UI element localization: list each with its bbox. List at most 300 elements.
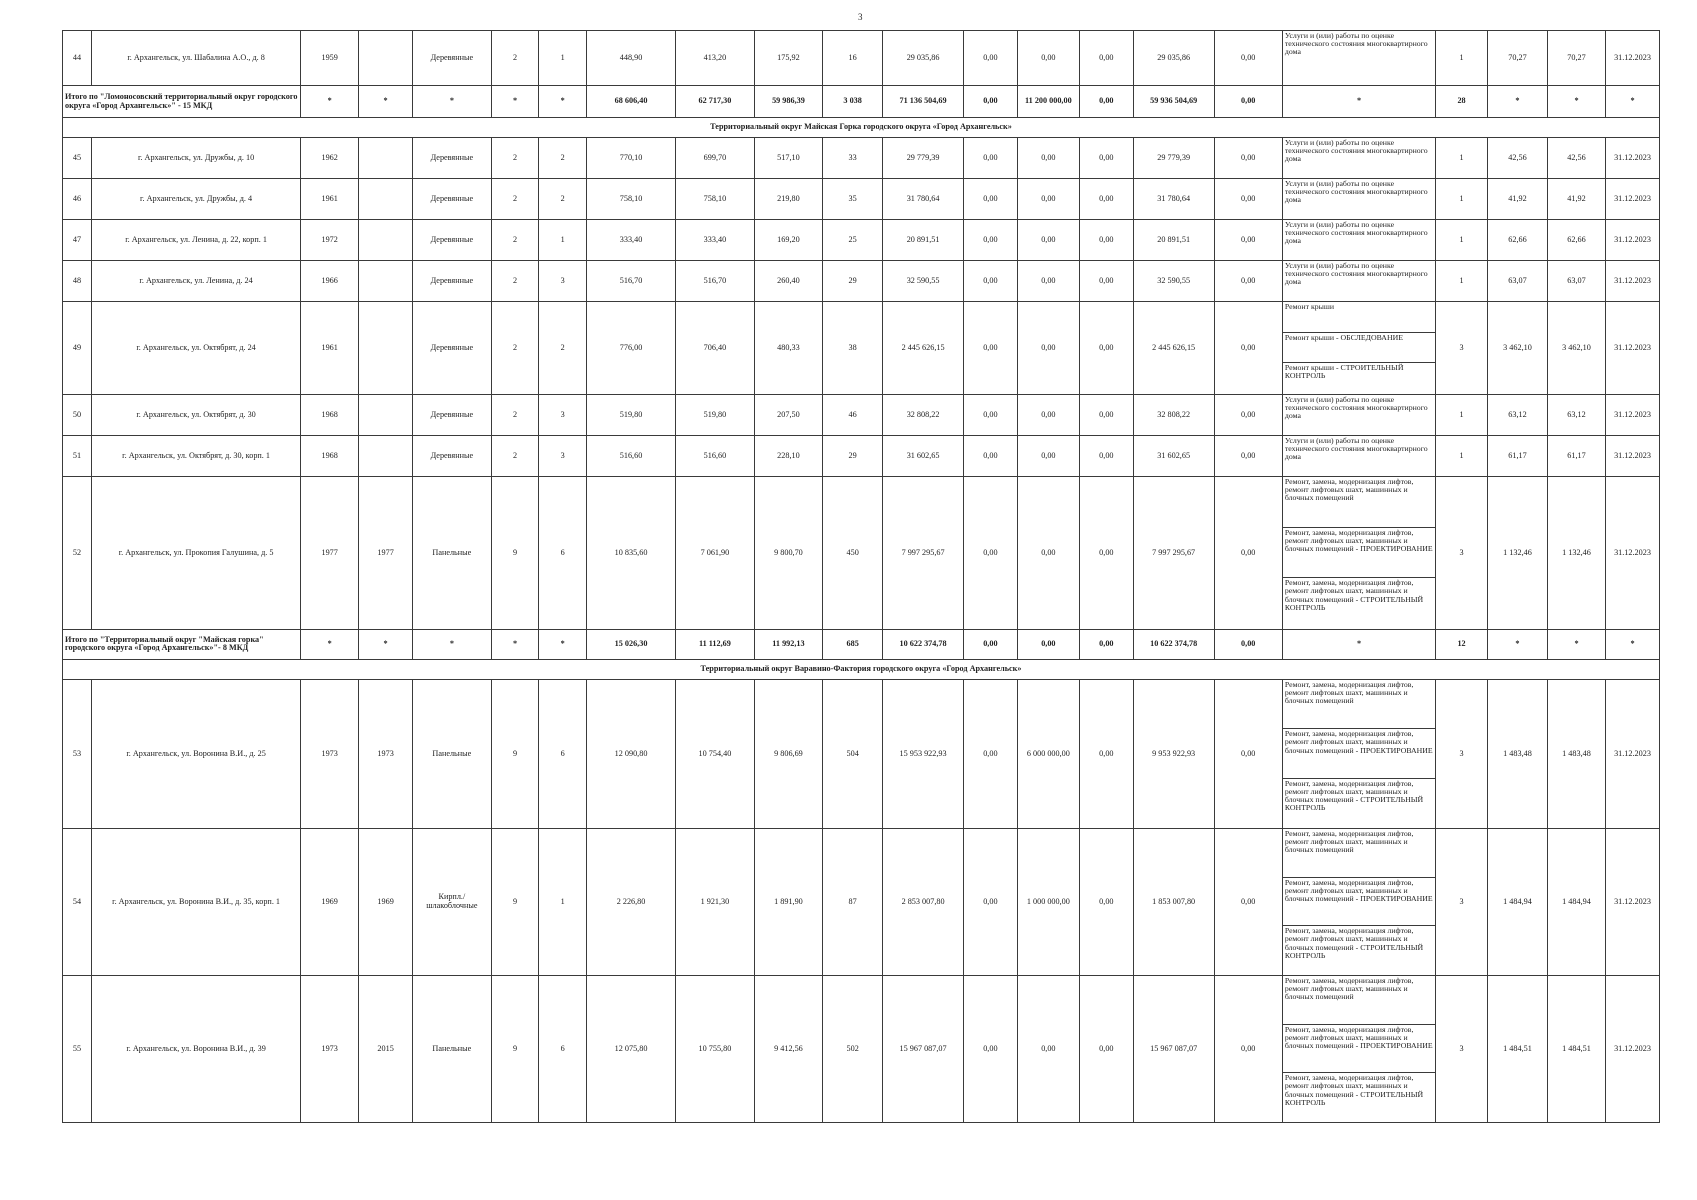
cell-area-total: 776,00 bbox=[587, 302, 676, 395]
cell-work: * bbox=[1282, 629, 1435, 659]
cell-area-total: 12 090,80 bbox=[587, 679, 676, 828]
cell-residents: 450 bbox=[823, 476, 883, 629]
cell-residents: 685 bbox=[823, 629, 883, 659]
cell-residents: 29 bbox=[823, 435, 883, 476]
cell-num: 49 bbox=[63, 302, 92, 395]
cell-unit-cost: 42,56 bbox=[1487, 138, 1547, 179]
cell-residents: 35 bbox=[823, 179, 883, 220]
cell-material: Деревянные bbox=[413, 138, 492, 179]
cell-work-count: 3 bbox=[1436, 476, 1488, 629]
work-item: Услуги и (или) работы по оценке технического состояния многоквартирного дома bbox=[1284, 261, 1428, 287]
cell-work-count: 1 bbox=[1436, 394, 1488, 435]
cell-fund-other: 0,00 bbox=[1214, 476, 1282, 629]
cell-works bbox=[1282, 679, 1435, 828]
cell-unit-cost: * bbox=[1487, 86, 1547, 118]
cell-area-living: 516,70 bbox=[676, 261, 755, 302]
cell-area-owned: 175,92 bbox=[754, 31, 822, 86]
cell-max-cost: 1 484,51 bbox=[1548, 975, 1606, 1122]
cell-num: 47 bbox=[63, 220, 92, 261]
cell-area-total: 448,90 bbox=[587, 31, 676, 86]
cell-fund-mun: 0,00 bbox=[1079, 394, 1133, 435]
cell-residents: 29 bbox=[823, 261, 883, 302]
cell-fund-other: 0,00 bbox=[1214, 679, 1282, 828]
cell-fund-mun: 0,00 bbox=[1079, 679, 1133, 828]
cell-unit-cost: 1 132,46 bbox=[1487, 476, 1547, 629]
section-title: Территориальный округ Варавино-Фактория городского округа «Город Архангельск» bbox=[63, 659, 1660, 679]
cell-material: * bbox=[413, 86, 492, 118]
cell-unit-cost: 41,92 bbox=[1487, 179, 1547, 220]
cell-fund-owners: 15 967 087,07 bbox=[1133, 975, 1214, 1122]
cell-area-owned: 228,10 bbox=[754, 435, 822, 476]
cell-work-count: 12 bbox=[1436, 629, 1488, 659]
cell-fund-fed: 0,00 bbox=[963, 679, 1017, 828]
cell-material: Деревянные bbox=[413, 302, 492, 395]
cell-year-built: 1972 bbox=[301, 220, 359, 261]
cell-cost-total: 32 590,55 bbox=[883, 261, 964, 302]
cell-area-total: 10 835,60 bbox=[587, 476, 676, 629]
cell-max-cost: * bbox=[1548, 629, 1606, 659]
cell-year-overhaul bbox=[359, 261, 413, 302]
cell-cost-total: 20 891,51 bbox=[883, 220, 964, 261]
cell-address: г. Архангельск, ул. Прокопия Галушина, д. 5 bbox=[91, 476, 300, 629]
cell-floors: 9 bbox=[491, 828, 539, 975]
cell-material: Панельные bbox=[413, 679, 492, 828]
cell-fund-fed: 0,00 bbox=[963, 975, 1017, 1122]
cell-work-count: 1 bbox=[1436, 220, 1488, 261]
cell-floors: 2 bbox=[491, 138, 539, 179]
cell-residents: 16 bbox=[823, 31, 883, 86]
cell-fund-reg: 0,00 bbox=[1017, 302, 1079, 395]
cell-cost-total: 15 967 087,07 bbox=[883, 975, 964, 1122]
cell-fund-reg: 0,00 bbox=[1017, 261, 1079, 302]
cell-date: * bbox=[1605, 86, 1659, 118]
cell-entrances: 3 bbox=[539, 394, 587, 435]
cell-entrances: 2 bbox=[539, 179, 587, 220]
cell-entrances: 1 bbox=[539, 31, 587, 86]
cell-entrances: 2 bbox=[539, 138, 587, 179]
cell-unit-cost: 70,27 bbox=[1487, 31, 1547, 86]
cell-unit-cost: 61,17 bbox=[1487, 435, 1547, 476]
page-number: 3 bbox=[858, 12, 863, 22]
cell-year-overhaul: 1969 bbox=[359, 828, 413, 975]
cell-fund-reg: 0,00 bbox=[1017, 179, 1079, 220]
cell-residents: 504 bbox=[823, 679, 883, 828]
cell-fund-other: 0,00 bbox=[1214, 261, 1282, 302]
cell-year-built: 1973 bbox=[301, 679, 359, 828]
cell-fund-reg: 0,00 bbox=[1017, 629, 1079, 659]
cell-max-cost: 41,92 bbox=[1548, 179, 1606, 220]
cell-year-built: 1973 bbox=[301, 975, 359, 1122]
cell-material: Деревянные bbox=[413, 435, 492, 476]
cell-address: г. Архангельск, ул. Октябрят, д. 30 bbox=[91, 394, 300, 435]
cell-area-total: 15 026,30 bbox=[587, 629, 676, 659]
cell-area-total: 2 226,80 bbox=[587, 828, 676, 975]
cell-fund-reg: 0,00 bbox=[1017, 975, 1079, 1122]
cell-entrances: 2 bbox=[539, 302, 587, 395]
cell-fund-owners: 2 445 626,15 bbox=[1133, 302, 1214, 395]
cell-address: г. Архангельск, ул. Ленина, д. 22, корп. 1 bbox=[91, 220, 300, 261]
cell-fund-owners: 9 953 922,93 bbox=[1133, 679, 1214, 828]
cell-address: г. Архангельск, ул. Октябрят, д. 24 bbox=[91, 302, 300, 395]
cell-area-owned: 169,20 bbox=[754, 220, 822, 261]
cell-fund-other: 0,00 bbox=[1214, 975, 1282, 1122]
cell-works bbox=[1282, 138, 1435, 179]
cell-entrances: * bbox=[539, 629, 587, 659]
cell-entrances: 6 bbox=[539, 476, 587, 629]
cell-fund-reg: 0,00 bbox=[1017, 476, 1079, 629]
cell-fund-mun: 0,00 bbox=[1079, 629, 1133, 659]
cell-works bbox=[1282, 302, 1435, 395]
section-title: Территориальный округ Майская Горка городского округа «Город Архангельск» bbox=[63, 118, 1660, 138]
table-row bbox=[63, 179, 1660, 220]
cell-year-overhaul bbox=[359, 394, 413, 435]
cell-max-cost: * bbox=[1548, 86, 1606, 118]
cell-date: 31.12.2023 bbox=[1605, 31, 1659, 86]
cell-area-living: 11 112,69 bbox=[676, 629, 755, 659]
cell-year-built: 1959 bbox=[301, 31, 359, 86]
cell-area-living: 62 717,30 bbox=[676, 86, 755, 118]
work-item: Услуги и (или) работы по оценке технического состояния многоквартирного дома bbox=[1284, 179, 1428, 205]
cell-max-cost: 70,27 bbox=[1548, 31, 1606, 86]
cell-cost-total: 15 953 922,93 bbox=[883, 679, 964, 828]
total-label: Итого по "Территориальный округ "Майская горка" городского округа «Город Архангельск»"- 8 МКД bbox=[63, 629, 301, 659]
cell-entrances: 6 bbox=[539, 975, 587, 1122]
cell-max-cost: 61,17 bbox=[1548, 435, 1606, 476]
cell-residents: 87 bbox=[823, 828, 883, 975]
cell-fund-fed: 0,00 bbox=[963, 179, 1017, 220]
cell-fund-owners: 29 035,86 bbox=[1133, 31, 1214, 86]
cell-num: 48 bbox=[63, 261, 92, 302]
cell-fund-reg: 0,00 bbox=[1017, 31, 1079, 86]
cell-area-owned: 517,10 bbox=[754, 138, 822, 179]
cell-residents: 25 bbox=[823, 220, 883, 261]
cell-date: 31.12.2023 bbox=[1605, 220, 1659, 261]
cell-fund-owners: 29 779,39 bbox=[1133, 138, 1214, 179]
work-item: Ремонт, замена, модернизация лифтов, ремонт лифтовых шахт, машинных и блочных помещений - СТРОИТЕЛЬНЫЙ КОНТРОЛЬ bbox=[1284, 778, 1424, 813]
capital-repair-table bbox=[62, 30, 1660, 1123]
cell-year-built: 1969 bbox=[301, 828, 359, 975]
cell-date: 31.12.2023 bbox=[1605, 179, 1659, 220]
cell-fund-owners: 31 780,64 bbox=[1133, 179, 1214, 220]
cell-year-built: 1968 bbox=[301, 394, 359, 435]
total-row bbox=[63, 629, 1660, 659]
cell-num: 50 bbox=[63, 394, 92, 435]
cell-area-living: 333,40 bbox=[676, 220, 755, 261]
cell-floors: 9 bbox=[491, 476, 539, 629]
cell-material: * bbox=[413, 629, 492, 659]
cell-fund-other: 0,00 bbox=[1214, 220, 1282, 261]
cell-date: 31.12.2023 bbox=[1605, 828, 1659, 975]
cell-area-living: 758,10 bbox=[676, 179, 755, 220]
cell-cost-total: 31 780,64 bbox=[883, 179, 964, 220]
work-item: Ремонт, замена, модернизация лифтов, ремонт лифтовых шахт, машинных и блочных помещений - СТРОИТЕЛЬНЫЙ КОНТРОЛЬ bbox=[1284, 1073, 1424, 1107]
cell-date: 31.12.2023 bbox=[1605, 394, 1659, 435]
cell-area-total: 516,60 bbox=[587, 435, 676, 476]
cell-cost-total: 71 136 504,69 bbox=[883, 86, 964, 118]
cell-material: Деревянные bbox=[413, 220, 492, 261]
cell-unit-cost: 1 484,51 bbox=[1487, 975, 1547, 1122]
cell-fund-fed: 0,00 bbox=[963, 261, 1017, 302]
cell-fund-reg: 0,00 bbox=[1017, 138, 1079, 179]
cell-year-built: * bbox=[301, 86, 359, 118]
work-item: Услуги и (или) работы по оценке технического состояния многоквартирного дома bbox=[1284, 31, 1428, 57]
cell-address: г. Архангельск, ул. Ленина, д. 24 bbox=[91, 261, 300, 302]
cell-work-count: 3 bbox=[1436, 679, 1488, 828]
cell-residents: 33 bbox=[823, 138, 883, 179]
work-item: Ремонт, замена, модернизация лифтов, ремонт лифтовых шахт, машинных и блочных помещений bbox=[1283, 680, 1435, 729]
cell-num: 45 bbox=[63, 138, 92, 179]
cell-fund-mun: 0,00 bbox=[1079, 138, 1133, 179]
cell-material: Деревянные bbox=[413, 394, 492, 435]
cell-fund-fed: 0,00 bbox=[963, 138, 1017, 179]
cell-works bbox=[1282, 476, 1435, 629]
cell-work-count: 3 bbox=[1436, 975, 1488, 1122]
cell-works bbox=[1282, 828, 1435, 975]
cell-fund-other: 0,00 bbox=[1214, 828, 1282, 975]
cell-year-overhaul bbox=[359, 179, 413, 220]
cell-entrances: 3 bbox=[539, 261, 587, 302]
cell-residents: 38 bbox=[823, 302, 883, 395]
cell-area-owned: 59 986,39 bbox=[754, 86, 822, 118]
work-item: Ремонт, замена, модернизация лифтов, ремонт лифтовых шахт, машинных и блочных помещений - ПРОЕКТИРОВАНИЕ bbox=[1283, 528, 1435, 579]
cell-floors: 2 bbox=[491, 31, 539, 86]
cell-entrances: 6 bbox=[539, 679, 587, 828]
cell-residents: 3 038 bbox=[823, 86, 883, 118]
cell-works bbox=[1282, 975, 1435, 1122]
cell-area-owned: 260,40 bbox=[754, 261, 822, 302]
cell-address: г. Архангельск, ул. Воронина В.И., д. 35, корп. 1 bbox=[91, 828, 300, 975]
cell-num: 46 bbox=[63, 179, 92, 220]
cell-area-living: 7 061,90 bbox=[676, 476, 755, 629]
cell-year-overhaul bbox=[359, 220, 413, 261]
cell-fund-fed: 0,00 bbox=[963, 394, 1017, 435]
cell-fund-fed: 0,00 bbox=[963, 828, 1017, 975]
cell-area-total: 758,10 bbox=[587, 179, 676, 220]
cell-area-owned: 9 412,56 bbox=[754, 975, 822, 1122]
cell-address: г. Архангельск, ул. Шабалина А.О., д. 8 bbox=[91, 31, 300, 86]
cell-fund-mun: 0,00 bbox=[1079, 31, 1133, 86]
cell-cost-total: 32 808,22 bbox=[883, 394, 964, 435]
cell-fund-owners: 32 808,22 bbox=[1133, 394, 1214, 435]
cell-fund-reg: 0,00 bbox=[1017, 435, 1079, 476]
cell-date: 31.12.2023 bbox=[1605, 975, 1659, 1122]
table-row bbox=[63, 975, 1660, 1122]
cell-year-overhaul bbox=[359, 31, 413, 86]
cell-work-count: 1 bbox=[1436, 179, 1488, 220]
cell-year-overhaul bbox=[359, 302, 413, 395]
cell-material: Деревянные bbox=[413, 261, 492, 302]
cell-year-built: * bbox=[301, 629, 359, 659]
cell-work-count: 1 bbox=[1436, 435, 1488, 476]
cell-works bbox=[1282, 435, 1435, 476]
cell-fund-other: 0,00 bbox=[1214, 394, 1282, 435]
cell-max-cost: 1 484,94 bbox=[1548, 828, 1606, 975]
cell-fund-other: 0,00 bbox=[1214, 86, 1282, 118]
cell-year-built: 1966 bbox=[301, 261, 359, 302]
cell-area-total: 516,70 bbox=[587, 261, 676, 302]
cell-unit-cost: 63,12 bbox=[1487, 394, 1547, 435]
cell-residents: 46 bbox=[823, 394, 883, 435]
work-item: Ремонт, замена, модернизация лифтов, ремонт лифтовых шахт, машинных и блочных помещений - СТРОИТЕЛЬНЫЙ КОНТРОЛЬ bbox=[1284, 926, 1424, 960]
table-row bbox=[63, 476, 1660, 629]
cell-floors: 2 bbox=[491, 220, 539, 261]
work-item: Ремонт, замена, модернизация лифтов, ремонт лифтовых шахт, машинных и блочных помещений bbox=[1283, 477, 1435, 528]
cell-max-cost: 63,07 bbox=[1548, 261, 1606, 302]
cell-num: 52 bbox=[63, 476, 92, 629]
cell-work-count: 1 bbox=[1436, 261, 1488, 302]
cell-floors: * bbox=[491, 629, 539, 659]
total-row bbox=[63, 86, 1660, 118]
cell-fund-reg: 1 000 000,00 bbox=[1017, 828, 1079, 975]
cell-cost-total: 29 779,39 bbox=[883, 138, 964, 179]
work-item: Ремонт, замена, модернизация лифтов, ремонт лифтовых шахт, машинных и блочных помещений bbox=[1283, 976, 1435, 1025]
table-row bbox=[63, 435, 1660, 476]
cell-work-count: 1 bbox=[1436, 31, 1488, 86]
cell-address: г. Архангельск, ул. Воронина В.И., д. 39 bbox=[91, 975, 300, 1122]
cell-num: 53 bbox=[63, 679, 92, 828]
cell-fund-mun: 0,00 bbox=[1079, 220, 1133, 261]
cell-works bbox=[1282, 261, 1435, 302]
cell-max-cost: 62,66 bbox=[1548, 220, 1606, 261]
cell-max-cost: 3 462,10 bbox=[1548, 302, 1606, 395]
cell-fund-other: 0,00 bbox=[1214, 31, 1282, 86]
cell-area-owned: 9 806,69 bbox=[754, 679, 822, 828]
cell-year-built: 1961 bbox=[301, 179, 359, 220]
total-label: Итого по "Ломоносовский территориальный округ городского округа «Город Архангельск»" - 15 МКД bbox=[63, 86, 301, 118]
cell-date: 31.12.2023 bbox=[1605, 435, 1659, 476]
cell-year-built: 1961 bbox=[301, 302, 359, 395]
cell-unit-cost: * bbox=[1487, 629, 1547, 659]
cell-address: г. Архангельск, ул. Октябрят, д. 30, корп. 1 bbox=[91, 435, 300, 476]
cell-works bbox=[1282, 179, 1435, 220]
table-row bbox=[63, 302, 1660, 395]
cell-area-owned: 219,80 bbox=[754, 179, 822, 220]
cell-year-built: 1977 bbox=[301, 476, 359, 629]
cell-fund-fed: 0,00 bbox=[963, 31, 1017, 86]
table-row bbox=[63, 261, 1660, 302]
cell-area-owned: 11 992,13 bbox=[754, 629, 822, 659]
table-row bbox=[63, 828, 1660, 975]
table-row bbox=[63, 31, 1660, 86]
cell-year-overhaul bbox=[359, 138, 413, 179]
section-header-row bbox=[63, 659, 1660, 679]
cell-date: 31.12.2023 bbox=[1605, 261, 1659, 302]
cell-unit-cost: 1 484,94 bbox=[1487, 828, 1547, 975]
cell-fund-fed: 0,00 bbox=[963, 629, 1017, 659]
cell-residents: 502 bbox=[823, 975, 883, 1122]
section-header-row bbox=[63, 118, 1660, 138]
cell-cost-total: 31 602,65 bbox=[883, 435, 964, 476]
cell-fund-owners: 32 590,55 bbox=[1133, 261, 1214, 302]
cell-fund-other: 0,00 bbox=[1214, 435, 1282, 476]
cell-unit-cost: 63,07 bbox=[1487, 261, 1547, 302]
cell-fund-other: 0,00 bbox=[1214, 179, 1282, 220]
cell-floors: 9 bbox=[491, 679, 539, 828]
cell-unit-cost: 62,66 bbox=[1487, 220, 1547, 261]
cell-area-living: 1 921,30 bbox=[676, 828, 755, 975]
cell-year-overhaul: 1977 bbox=[359, 476, 413, 629]
cell-cost-total: 7 997 295,67 bbox=[883, 476, 964, 629]
cell-date: 31.12.2023 bbox=[1605, 302, 1659, 395]
cell-work-count: 3 bbox=[1436, 828, 1488, 975]
cell-area-living: 519,80 bbox=[676, 394, 755, 435]
cell-entrances: * bbox=[539, 86, 587, 118]
cell-year-overhaul: * bbox=[359, 629, 413, 659]
cell-area-living: 10 755,80 bbox=[676, 975, 755, 1122]
cell-year-built: 1968 bbox=[301, 435, 359, 476]
cell-fund-owners: 20 891,51 bbox=[1133, 220, 1214, 261]
cell-area-living: 10 754,40 bbox=[676, 679, 755, 828]
cell-area-owned: 1 891,90 bbox=[754, 828, 822, 975]
table-row bbox=[63, 394, 1660, 435]
cell-year-built: 1962 bbox=[301, 138, 359, 179]
cell-fund-fed: 0,00 bbox=[963, 302, 1017, 395]
cell-floors: 2 bbox=[491, 394, 539, 435]
cell-work-count: 28 bbox=[1436, 86, 1488, 118]
cell-cost-total: 2 853 007,80 bbox=[883, 828, 964, 975]
cell-material: Панельные bbox=[413, 476, 492, 629]
cell-works bbox=[1282, 394, 1435, 435]
cell-fund-reg: 0,00 bbox=[1017, 394, 1079, 435]
cell-area-living: 413,20 bbox=[676, 31, 755, 86]
cell-fund-fed: 0,00 bbox=[963, 435, 1017, 476]
work-item: Ремонт, замена, модернизация лифтов, ремонт лифтовых шахт, машинных и блочных помещений - ПРОЕКТИРОВАНИЕ bbox=[1283, 1025, 1435, 1074]
cell-floors: * bbox=[491, 86, 539, 118]
cell-fund-other: 0,00 bbox=[1214, 138, 1282, 179]
cell-fund-owners: 59 936 504,69 bbox=[1133, 86, 1214, 118]
cell-area-owned: 480,33 bbox=[754, 302, 822, 395]
cell-area-owned: 9 800,70 bbox=[754, 476, 822, 629]
cell-num: 51 bbox=[63, 435, 92, 476]
cell-max-cost: 42,56 bbox=[1548, 138, 1606, 179]
cell-material: Деревянные bbox=[413, 31, 492, 86]
cell-entrances: 3 bbox=[539, 435, 587, 476]
cell-address: г. Архангельск, ул. Дружбы, д. 10 bbox=[91, 138, 300, 179]
cell-fund-reg: 0,00 bbox=[1017, 220, 1079, 261]
cell-fund-mun: 0,00 bbox=[1079, 86, 1133, 118]
cell-fund-other: 0,00 bbox=[1214, 302, 1282, 395]
cell-fund-owners: 31 602,65 bbox=[1133, 435, 1214, 476]
cell-year-overhaul: 2015 bbox=[359, 975, 413, 1122]
cell-area-total: 333,40 bbox=[587, 220, 676, 261]
work-item: Ремонт крыши - ОБСЛЕДОВАНИЕ bbox=[1283, 333, 1435, 364]
work-item: Ремонт, замена, модернизация лифтов, ремонт лифтовых шахт, машинных и блочных помещений - ПРОЕКТИРОВАНИЕ bbox=[1283, 878, 1435, 927]
cell-num: 44 bbox=[63, 31, 92, 86]
cell-fund-fed: 0,00 bbox=[963, 86, 1017, 118]
table-body bbox=[63, 31, 1660, 1123]
cell-address: г. Архангельск, ул. Воронина В.И., д. 25 bbox=[91, 679, 300, 828]
cell-entrances: 1 bbox=[539, 828, 587, 975]
cell-material: Панельные bbox=[413, 975, 492, 1122]
work-item: Ремонт, замена, модернизация лифтов, ремонт лифтовых шахт, машинных и блочных помещений - СТРОИТЕЛЬНЫЙ КОНТРОЛЬ bbox=[1284, 578, 1424, 612]
cell-fund-owners: 7 997 295,67 bbox=[1133, 476, 1214, 629]
cell-fund-mun: 0,00 bbox=[1079, 302, 1133, 395]
cell-unit-cost: 1 483,48 bbox=[1487, 679, 1547, 828]
cell-address: г. Архангельск, ул. Дружбы, д. 4 bbox=[91, 179, 300, 220]
cell-fund-mun: 0,00 bbox=[1079, 435, 1133, 476]
cell-floors: 2 bbox=[491, 261, 539, 302]
work-item: Услуги и (или) работы по оценке технического состояния многоквартирного дома bbox=[1284, 138, 1428, 164]
cell-max-cost: 1 483,48 bbox=[1548, 679, 1606, 828]
cell-floors: 2 bbox=[491, 179, 539, 220]
work-item: Услуги и (или) работы по оценке технического состояния многоквартирного дома bbox=[1284, 394, 1428, 421]
cell-fund-fed: 0,00 bbox=[963, 220, 1017, 261]
cell-works bbox=[1282, 31, 1435, 86]
cell-cost-total: 29 035,86 bbox=[883, 31, 964, 86]
cell-date: 31.12.2023 bbox=[1605, 679, 1659, 828]
cell-material: Кирпл./шлакоблочные bbox=[413, 828, 492, 975]
cell-entrances: 1 bbox=[539, 220, 587, 261]
